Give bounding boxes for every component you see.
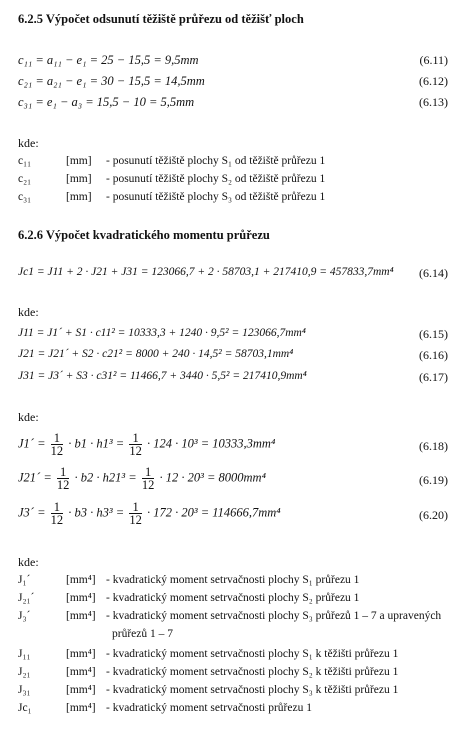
definition-unit: [mm] xyxy=(66,191,92,203)
definition-unit: [mm⁴] xyxy=(66,610,96,622)
definition-symbol: J₁₁ xyxy=(18,648,31,660)
definition-text: - posunutí těžiště plochy S₁ od těžiště průřezu 1 xyxy=(106,155,326,167)
definition-unit: [mm⁴] xyxy=(66,702,96,714)
definition-text: - posunutí těžiště plochy S₂ od těžiště průřezu 1 xyxy=(106,173,326,185)
kde-label: kde: xyxy=(18,555,39,569)
definition-row xyxy=(18,574,458,590)
equation-number: (6.19) xyxy=(419,473,448,487)
equation-rhs: · 12 · 20³ = 8000mm⁴ xyxy=(159,470,266,485)
definition-unit: [mm⁴] xyxy=(66,684,96,696)
definition-text: - kvadratický moment setrvačnosti plochy S₃ k těžišti průřezu 1 xyxy=(106,684,399,696)
definition-text: - kvadratický moment setrvačnosti průřezu 1 xyxy=(106,702,312,714)
definition-unit: [mm⁴] xyxy=(66,648,96,660)
equation-number: (6.11) xyxy=(419,53,448,67)
equation-rhs: · 172 · 20³ = 114666,7mm⁴ xyxy=(146,505,281,520)
definition-unit: [mm⁴] xyxy=(66,574,96,586)
equation-number: (6.13) xyxy=(419,95,448,109)
equation-lhs: J3´ = xyxy=(18,505,46,520)
definition-symbol: Jc₁ xyxy=(18,702,32,714)
equation-6-15: J11 = J1´ + S1 · c11² = 10333,3 + 1240 · 9,5² = 123066,7mm⁴ xyxy=(18,327,306,339)
definition-row xyxy=(18,684,458,700)
fraction: $\frac{1}{12}$ xyxy=(129,500,142,527)
definition-text: - kvadratický moment setrvačnosti plochy S₃ průřezů 1 – 7 a upravených xyxy=(106,610,442,622)
definition-row xyxy=(18,610,458,644)
fraction: $\frac{1}{12}$ xyxy=(50,431,64,458)
equation-lhs: J21´ = xyxy=(18,470,52,485)
definition-symbol: J₁´ xyxy=(18,574,31,586)
equation-6-19 xyxy=(18,466,266,491)
equation-mid: · b1 · h1³ = xyxy=(68,436,125,451)
definition-row xyxy=(18,191,448,207)
definition-text-continued: průřezů 1 – 7 xyxy=(112,628,173,640)
definition-text: - kvadratický moment setrvačnosti plochy S₁ k těžišti průřezu 1 xyxy=(106,648,399,660)
definition-row xyxy=(18,155,448,171)
definition-symbol: J₃´ xyxy=(18,610,31,622)
equation-6-12: c₂₁ = a₂₁ − e₁ = 30 − 15,5 = 14,5mm xyxy=(18,74,205,88)
equation-mid: · b2 · h21³ = xyxy=(74,470,137,485)
equation-6-14: Jc1 = J11 + 2 · J21 + J31 = 123066,7 + 2 · 58703,1 + 217410,9 = 457833,7mm⁴ xyxy=(18,266,394,278)
definition-row xyxy=(18,592,458,608)
kde-label: kde: xyxy=(18,305,39,319)
definition-text: - kvadratický moment setrvačnosti plochy S₂ k těžišti průřezu 1 xyxy=(106,666,399,678)
definition-row xyxy=(18,702,458,718)
equation-number: (6.12) xyxy=(419,74,448,88)
definition-symbol: c₁₁ xyxy=(18,155,32,167)
equation-6-11: c₁₁ = a₁₁ − e₁ = 25 − 15,5 = 9,5mm xyxy=(18,53,199,67)
equation-6-18 xyxy=(18,432,275,457)
section-heading-6-2-5: 6.2.5 Výpočet odsunutí těžiště průřezu od těžišť ploch xyxy=(18,12,304,26)
definition-symbol: J₂₁ xyxy=(18,666,31,678)
equation-number: (6.17) xyxy=(419,370,448,384)
definition-unit: [mm] xyxy=(66,173,92,185)
fraction: $\frac{1}{12}$ xyxy=(56,465,70,492)
equation-number: (6.14) xyxy=(419,266,448,280)
equation-number: (6.15) xyxy=(419,327,448,341)
definition-symbol: J₂₁´ xyxy=(18,592,35,604)
fraction: $\frac{1}{12}$ xyxy=(50,500,64,527)
definition-unit: [mm⁴] xyxy=(66,592,96,604)
equation-number: (6.18) xyxy=(419,439,448,453)
equation-lhs: J1´ = xyxy=(18,436,46,451)
definition-row xyxy=(18,666,458,682)
definition-text: - kvadratický moment setrvačnosti plochy S₁ průřezu 1 xyxy=(106,574,360,586)
definition-unit: [mm⁴] xyxy=(66,666,96,678)
definition-row xyxy=(18,173,448,189)
equation-6-13: c₃₁ = e₁ − a₃ = 15,5 − 10 = 5,5mm xyxy=(18,95,195,109)
equation-6-20 xyxy=(18,501,281,526)
equation-rhs: · 124 · 10³ = 10333,3mm⁴ xyxy=(146,436,276,451)
kde-label: kde: xyxy=(18,410,39,424)
definition-unit: [mm] xyxy=(66,155,92,167)
fraction: $\frac{1}{12}$ xyxy=(129,431,142,458)
equation-6-16: J21 = J21´ + S2 · c21² = 8000 + 240 · 14,5² = 58703,1mm⁴ xyxy=(18,348,294,360)
definition-symbol: J₃₁ xyxy=(18,684,31,696)
section-heading-6-2-6: 6.2.6 Výpočet kvadratického momentu průřezu xyxy=(18,228,270,242)
definition-text: - kvadratický moment setrvačnosti plochy S₂ průřezu 1 xyxy=(106,592,360,604)
equation-6-17: J31 = J3´ + S3 · c31² = 11466,7 + 3440 · 5,5² = 217410,9mm⁴ xyxy=(18,370,307,382)
definition-text: - posunutí těžiště plochy S₃ od těžiště průřezu 1 xyxy=(106,191,326,203)
definition-row xyxy=(18,648,458,664)
equation-number: (6.16) xyxy=(419,348,448,362)
fraction: $\frac{1}{12}$ xyxy=(141,465,155,492)
definition-symbol: c₂₁ xyxy=(18,173,32,185)
kde-label: kde: xyxy=(18,136,39,150)
definition-symbol: c₃₁ xyxy=(18,191,32,203)
equation-number: (6.20) xyxy=(419,508,448,522)
equation-mid: · b3 · h3³ = xyxy=(68,505,125,520)
